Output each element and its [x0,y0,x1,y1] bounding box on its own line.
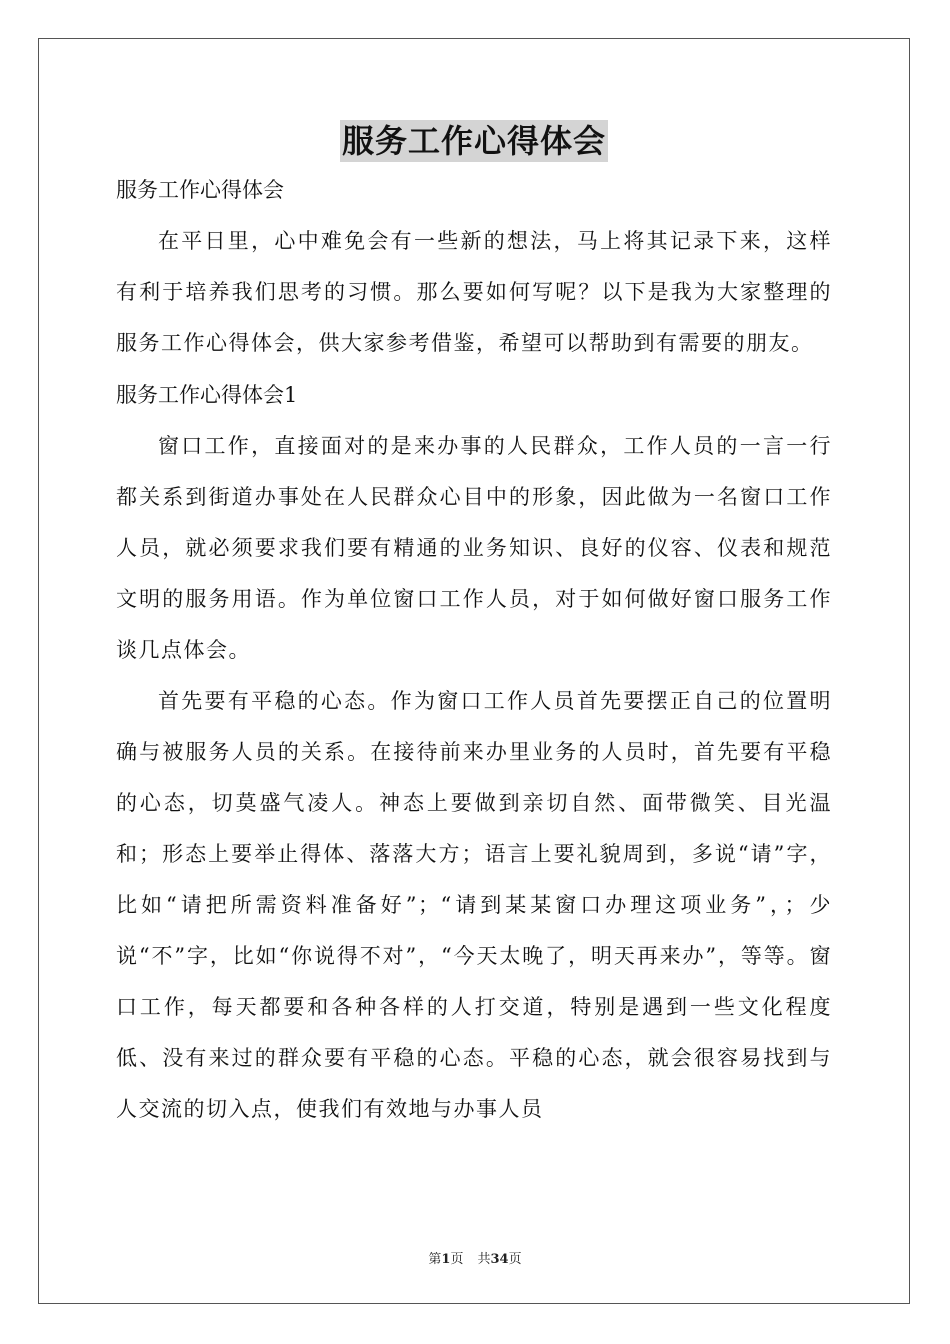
body-paragraph-1: 窗口工作，直接面对的是来办事的人民群众，工作人员的一言一行都关系到街道办事处在人民群众心目中的形象，因此做为一名窗口工作人员，就必须要求我们要有精通的业务知识、良好的仪容、仪表和规范文明的服务用语。作为单位窗口工作人员，对于如何做好窗口服务工作谈几点体会。 [116,434,832,662]
total-pages: 34 [490,1252,509,1267]
intro-paragraph: 在平日里，心中难免会有一些新的想法，马上将其记录下来，这样有利于培养我们思考的习惯。那么要如何写呢？以下是我为大家整理的服务工作心得体会，供大家参考借鉴，希望可以帮助到有需要的朋友。 [116,229,832,355]
title-wrap [116,120,832,162]
document-title: 服务工作心得体会 [341,122,606,160]
section-heading: 服务工作心得体会1 [116,383,298,407]
total-prefix: 共 [477,1252,491,1267]
document-body [116,120,832,1135]
document-subtitle: 服务工作心得体会 [116,178,284,202]
page-suffix: 页 [450,1252,464,1267]
page-footer [0,1248,950,1267]
page-prefix: 第 [428,1252,442,1267]
body-paragraph-2: 首先要有平稳的心态。作为窗口工作人员首先要摆正自己的位置明确与被服务人员的关系。在接待前来办里业务的人员时，首先要有平稳的心态，切莫盛气凌人。神态上要做到亲切自然、面带微笑、目光温和；形态上要举止得体、落落大方；语言上要礼貌周到，多说“请”字，比如“请把所需资料准备好”；“请到某某窗口办理这项业务”，；少说“不”字，比如“你说得不对”，“今天太晚了，明天再来办”，等等。窗口工作，每天都要和各种各样的人打交道，特别是遇到一些文化程度低、没有来过的群众要有平稳的心态。平稳的心态，就会很容易找到与人交流的切入点，使我们有效地与办事人员 [116,689,832,1121]
total-suffix: 页 [508,1252,522,1267]
page-number: 1 [441,1252,451,1267]
